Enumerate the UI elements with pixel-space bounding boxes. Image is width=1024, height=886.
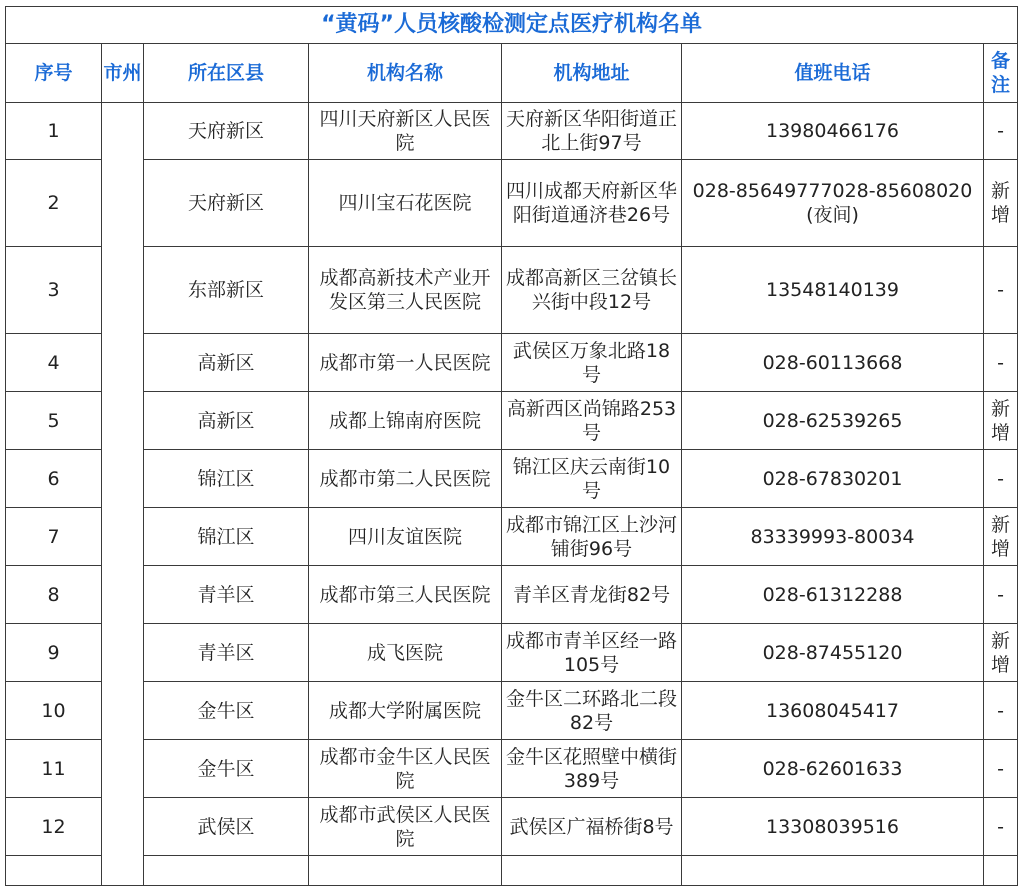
cell-name: 四川友谊医院	[309, 508, 502, 566]
cell-phone: 028-60113668	[682, 334, 984, 392]
cell-note: 新增	[984, 508, 1018, 566]
table-title: “黄码”人员核酸检测定点医疗机构名单	[6, 7, 1018, 44]
cell-address: 四川成都天府新区华阳街道通济巷26号	[502, 160, 682, 247]
cell-phone: 028-67830201	[682, 450, 984, 508]
header-phone: 值班电话	[682, 44, 984, 103]
cell-district: 武侯区	[144, 798, 309, 856]
cell-index: 8	[6, 566, 102, 624]
table-row	[6, 334, 1018, 392]
cell-note: -	[984, 334, 1018, 392]
cell-name: 成都上锦南府医院	[309, 392, 502, 450]
cell-district: 青羊区	[144, 624, 309, 682]
cell-address: 成都市青羊区经一路105号	[502, 624, 682, 682]
table-row	[6, 247, 1018, 334]
table-row	[6, 392, 1018, 450]
cell-district: 高新区	[144, 334, 309, 392]
cell-address: 天府新区华阳街道正北上街97号	[502, 103, 682, 160]
cell-name: 成都市武侯区人民医院	[309, 798, 502, 856]
cell-note: 新增	[984, 624, 1018, 682]
cell-name: 成都大学附属医院	[309, 682, 502, 740]
cell-note: -	[984, 103, 1018, 160]
cell-district: 锦江区	[144, 450, 309, 508]
cell-index: 9	[6, 624, 102, 682]
cell-phone: 028-87455120	[682, 624, 984, 682]
cell-district: 东部新区	[144, 247, 309, 334]
cell-index: 6	[6, 450, 102, 508]
cell-address: 高新西区尚锦路253号	[502, 392, 682, 450]
cell-index: 11	[6, 740, 102, 798]
cell-district: 青羊区	[144, 566, 309, 624]
header-district: 所在区县	[144, 44, 309, 103]
cell-phone: 13980466176	[682, 103, 984, 160]
cell-index: 3	[6, 247, 102, 334]
cell-name: 成都市金牛区人民医院	[309, 740, 502, 798]
table-row	[6, 566, 1018, 624]
cell-index: 10	[6, 682, 102, 740]
header-note: 备注	[984, 44, 1018, 103]
cell-note: -	[984, 566, 1018, 624]
cell-district: 锦江区	[144, 508, 309, 566]
table-row	[6, 798, 1018, 856]
cell-city	[102, 103, 144, 886]
cell-phone: 028-62539265	[682, 392, 984, 450]
cell-phone: 83339993-80034	[682, 508, 984, 566]
cell-address: 武侯区万象北路18号	[502, 334, 682, 392]
cell-name: 成都市第三人民医院	[309, 566, 502, 624]
cell-index: 1	[6, 103, 102, 160]
header-name: 机构名称	[309, 44, 502, 103]
cell-name: 成都市第一人民医院	[309, 334, 502, 392]
cell-district: 天府新区	[144, 103, 309, 160]
cell-note: -	[984, 247, 1018, 334]
cell-phone: 028-85649777028-85608020(夜间)	[682, 160, 984, 247]
cell-index: 7	[6, 508, 102, 566]
cell-address: 武侯区广福桥街8号	[502, 798, 682, 856]
cell-name: 成都高新技术产业开发区第三人民医院	[309, 247, 502, 334]
cell-name: 四川宝石花医院	[309, 160, 502, 247]
cell-district: 高新区	[144, 392, 309, 450]
cell-district: 金牛区	[144, 682, 309, 740]
cell-note: -	[984, 450, 1018, 508]
hospital-list-table	[5, 6, 1018, 886]
header-city: 市州	[102, 44, 144, 103]
cell-index: 5	[6, 392, 102, 450]
cell-index: 4	[6, 334, 102, 392]
cell-note: -	[984, 740, 1018, 798]
table-row	[6, 624, 1018, 682]
table-row	[6, 450, 1018, 508]
cell-note: 新增	[984, 392, 1018, 450]
cell-phone: 028-61312288	[682, 566, 984, 624]
cell-index: 12	[6, 798, 102, 856]
table-row	[6, 740, 1018, 798]
table-row	[6, 508, 1018, 566]
title-row	[6, 7, 1018, 44]
cell-phone: 028-62601633	[682, 740, 984, 798]
header-row	[6, 44, 1018, 103]
table-row	[6, 103, 1018, 160]
header-address: 机构地址	[502, 44, 682, 103]
cell-name: 成飞医院	[309, 624, 502, 682]
cell-address: 成都高新区三岔镇长兴街中段12号	[502, 247, 682, 334]
cell-district: 天府新区	[144, 160, 309, 247]
table-row	[6, 160, 1018, 247]
cell-phone: 13608045417	[682, 682, 984, 740]
cell-address: 成都市锦江区上沙河铺街96号	[502, 508, 682, 566]
cell-address: 金牛区二环路北二段82号	[502, 682, 682, 740]
cell-address: 青羊区青龙街82号	[502, 566, 682, 624]
cell-note: -	[984, 682, 1018, 740]
cell-note: -	[984, 798, 1018, 856]
cell-note: 新增	[984, 160, 1018, 247]
cell-phone: 13548140139	[682, 247, 984, 334]
header-index: 序号	[6, 44, 102, 103]
cell-name: 四川天府新区人民医院	[309, 103, 502, 160]
table-row	[6, 682, 1018, 740]
cell-phone: 13308039516	[682, 798, 984, 856]
cell-district: 金牛区	[144, 740, 309, 798]
cell-address: 锦江区庆云南街10号	[502, 450, 682, 508]
cell-name: 成都市第二人民医院	[309, 450, 502, 508]
cell-index: 2	[6, 160, 102, 247]
cell-address: 金牛区花照壁中横街389号	[502, 740, 682, 798]
